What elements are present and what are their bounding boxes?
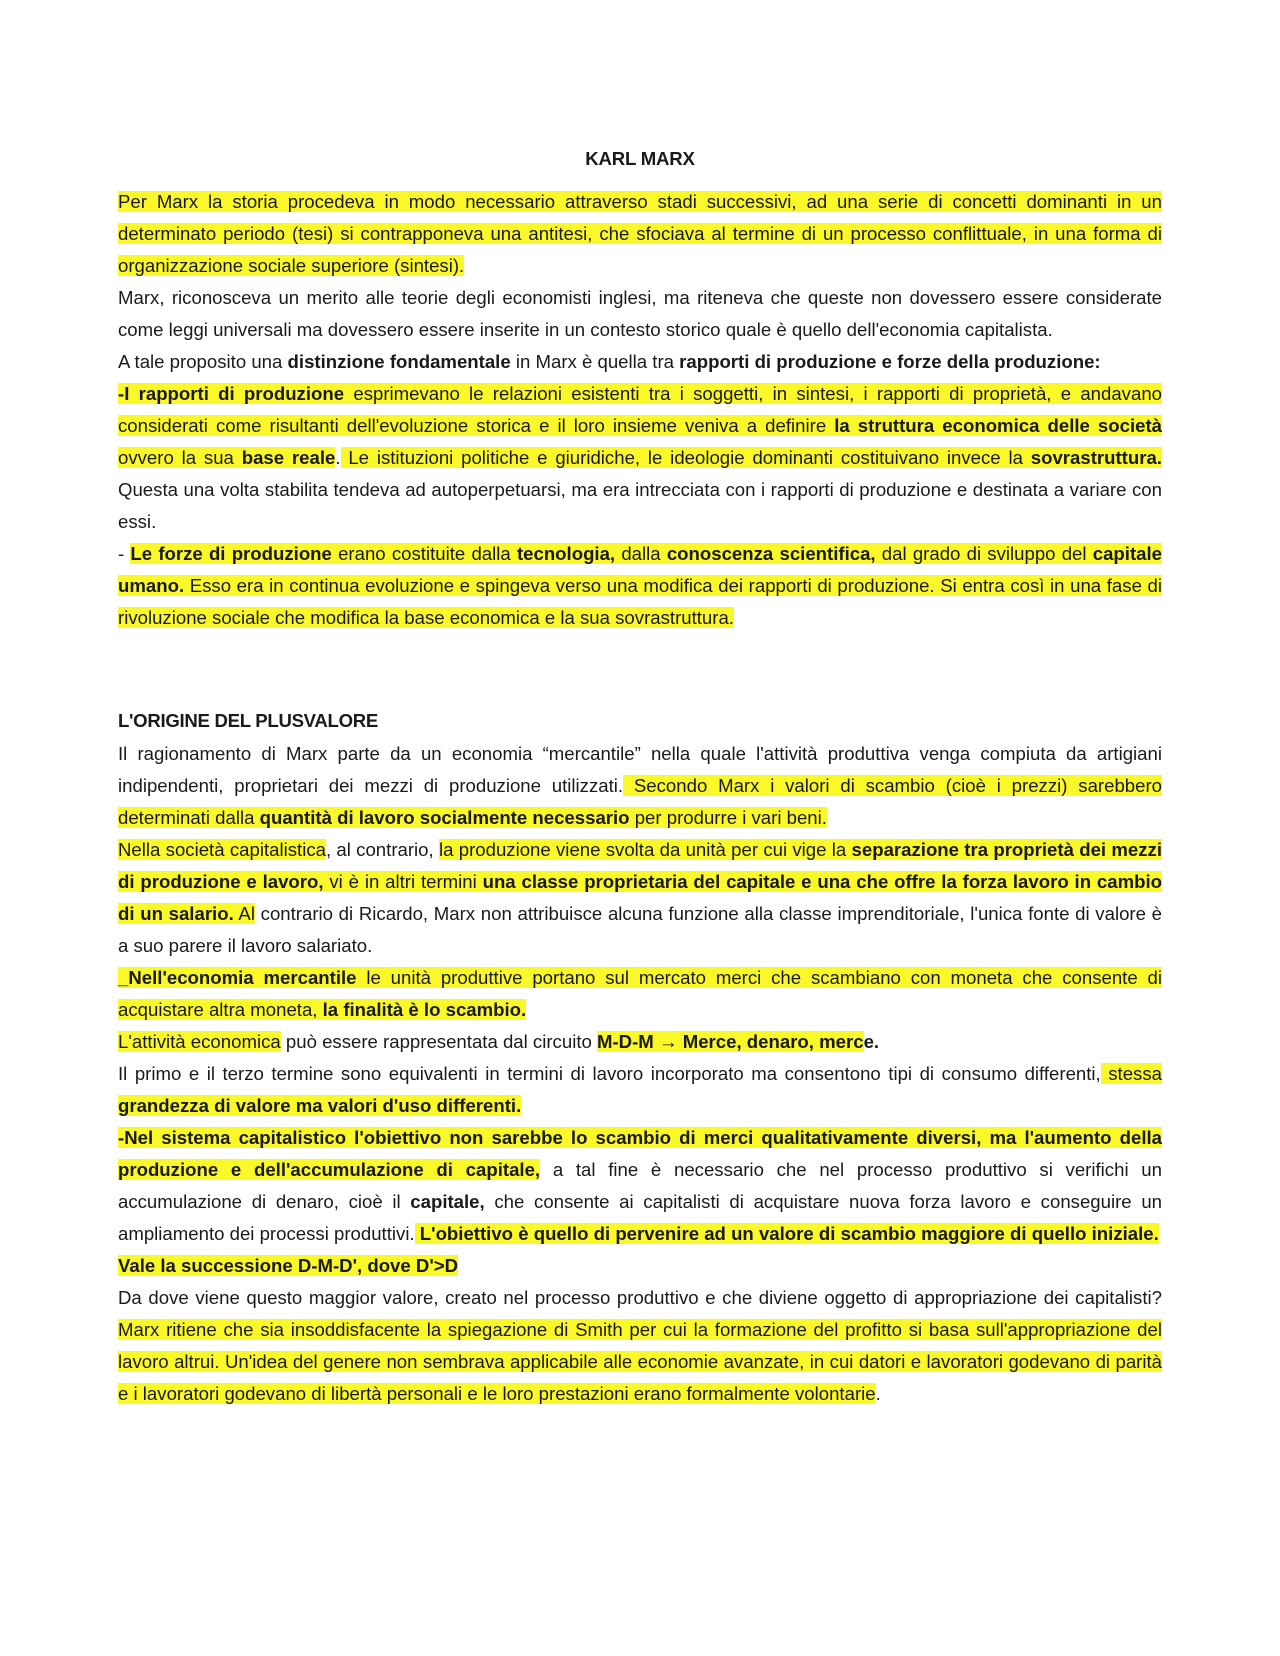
paragraph-english-economists: Marx, riconosceva un merito alle teorie degli economisti inglesi, ma riteneva che queste non dovessero essere considerate come leggi universali ma dovessero essere inserite in un contesto storico quale è quello dell'economia capitalista. <box>118 287 1162 340</box>
intro-section <box>118 186 1162 634</box>
paragraph-production-relations: -I rapporti di produzione esprimevano le relazioni esistenti tra i soggetti, in sintesi, i rapporti di proprietà, e andavano considerati come risultanti dell'evoluzione storica e il loro insieme veniva a definire la struttura economica delle società ovvero la sua base reale. Le istituzioni politiche e giuridiche, le ideologie dominanti costituivano invece la sovrastruttura. Questa una volta stabilita tendeva ad autoperpetuarsi, ma era intrecciata con i rapporti di produzione e destinata a variare con essi. <box>118 383 1163 532</box>
paragraph-greater-value: Da dove viene questo maggior valore, creato nel processo produttivo e che diviene oggetto di appropriazione dei capitalisti? Marx ritiene che sia insoddisfacente la spiegazione di Smith per cui la formazione del profitto si basa sull'appropriazione del lavoro altrui. Un'idea del genere non sembrava applicabile alle economie avanzate, in cui datori e lavoratori godevano di parità e i lavoratori godevano di libertà personali e le loro prestazioni erano formalmente volontarie. <box>118 1287 1162 1404</box>
paragraph-mdm-circuit: L'attività economica può essere rappresentata dal circuito M-D-M → Merce, denaro, merce. <box>118 1031 880 1052</box>
paragraph-use-values: Il primo e il terzo termine sono equivalenti in termini di lavoro incorporato ma consentono tipi di consumo differenti, stessa grandezza di valore ma valori d'uso differenti. <box>118 1063 1162 1116</box>
paragraph-distinction: A tale proposito una distinzione fondamentale in Marx è quella tra rapporti di produzione e forze della produzione: <box>118 351 1101 372</box>
paragraph-mercantile-economy: _Nell'economia mercantile le unità produttive portano sul mercato merci che scambiano con moneta che consente di acquistare altra moneta, la finalità è lo scambio. <box>118 967 1162 1020</box>
surplus-value-section <box>118 738 1162 1410</box>
paragraph-capitalist-system: -Nel sistema capitalistico l'obiettivo non sarebbe lo scambio di merci qualitativamente diversi, ma l'aumento della produzione e dell'accumulazione di capitale, a tal fine è necessario che nel processo produttivo si verifichi un accumulazione di denaro, cioè il capitale, che consente ai capitalisti di acquistare nuova forza lavoro e conseguire un ampliamento dei processi produttivi. L'obiettivo è quello di pervenire ad un valore di scambio maggiore di quello iniziale. <box>118 1127 1162 1244</box>
section-title-surplus-value: L'ORIGINE DEL PLUSVALORE <box>118 710 378 731</box>
paragraph-production-forces: - Le forze di produzione erano costituite dalla tecnologia, dalla conoscenza scientifica, dal grado di sviluppo del capitale umano. Esso era in continua evoluzione e spingeva verso una modifica dei rapporti di produzione. Si entra così in una fase di rivoluzione sociale che modifica la base economica e la sua sovrastruttura. <box>118 543 1162 628</box>
paragraph-capitalist-society: Nella società capitalistica, al contrario, la produzione viene svolta da unità per cui vige la separazione tra proprietà dei mezzi di produzione e lavoro, vi è in altri termini una classe proprietaria del capitale e una che offre la forza lavoro in cambio di un salario. Al contrario di Ricardo, Marx non attribuisce alcuna funzione alla classe imprenditoriale, l'unica fonte di valore è a suo parere il lavoro salariato. <box>118 839 1162 956</box>
paragraph-dmd-formula: Vale la successione D-M-D', dove D'>D <box>118 1255 459 1276</box>
paragraph-mercantile: Il ragionamento di Marx parte da un economia “mercantile” nella quale l'attività produttiva venga compiuta da artigiani indipendenti, proprietari dei mezzi di produzione utilizzati. Secondo Marx i valori di scambio (cioè i prezzi) sarebbero determinati dalla quantità di lavoro socialmente necessario per produrre i vari beni. <box>118 743 1162 828</box>
paragraph-dialectic: Per Marx la storia procedeva in modo necessario attraverso stadi successivi, ad una serie di concetti dominanti in un determinato periodo (tesi) si contrapponeva una antitesi, che sfociava al termine di un processo conflittuale, in una forma di organizzazione sociale superiore (sintesi). <box>118 191 1162 276</box>
page-title: KARL MARX <box>585 148 695 169</box>
